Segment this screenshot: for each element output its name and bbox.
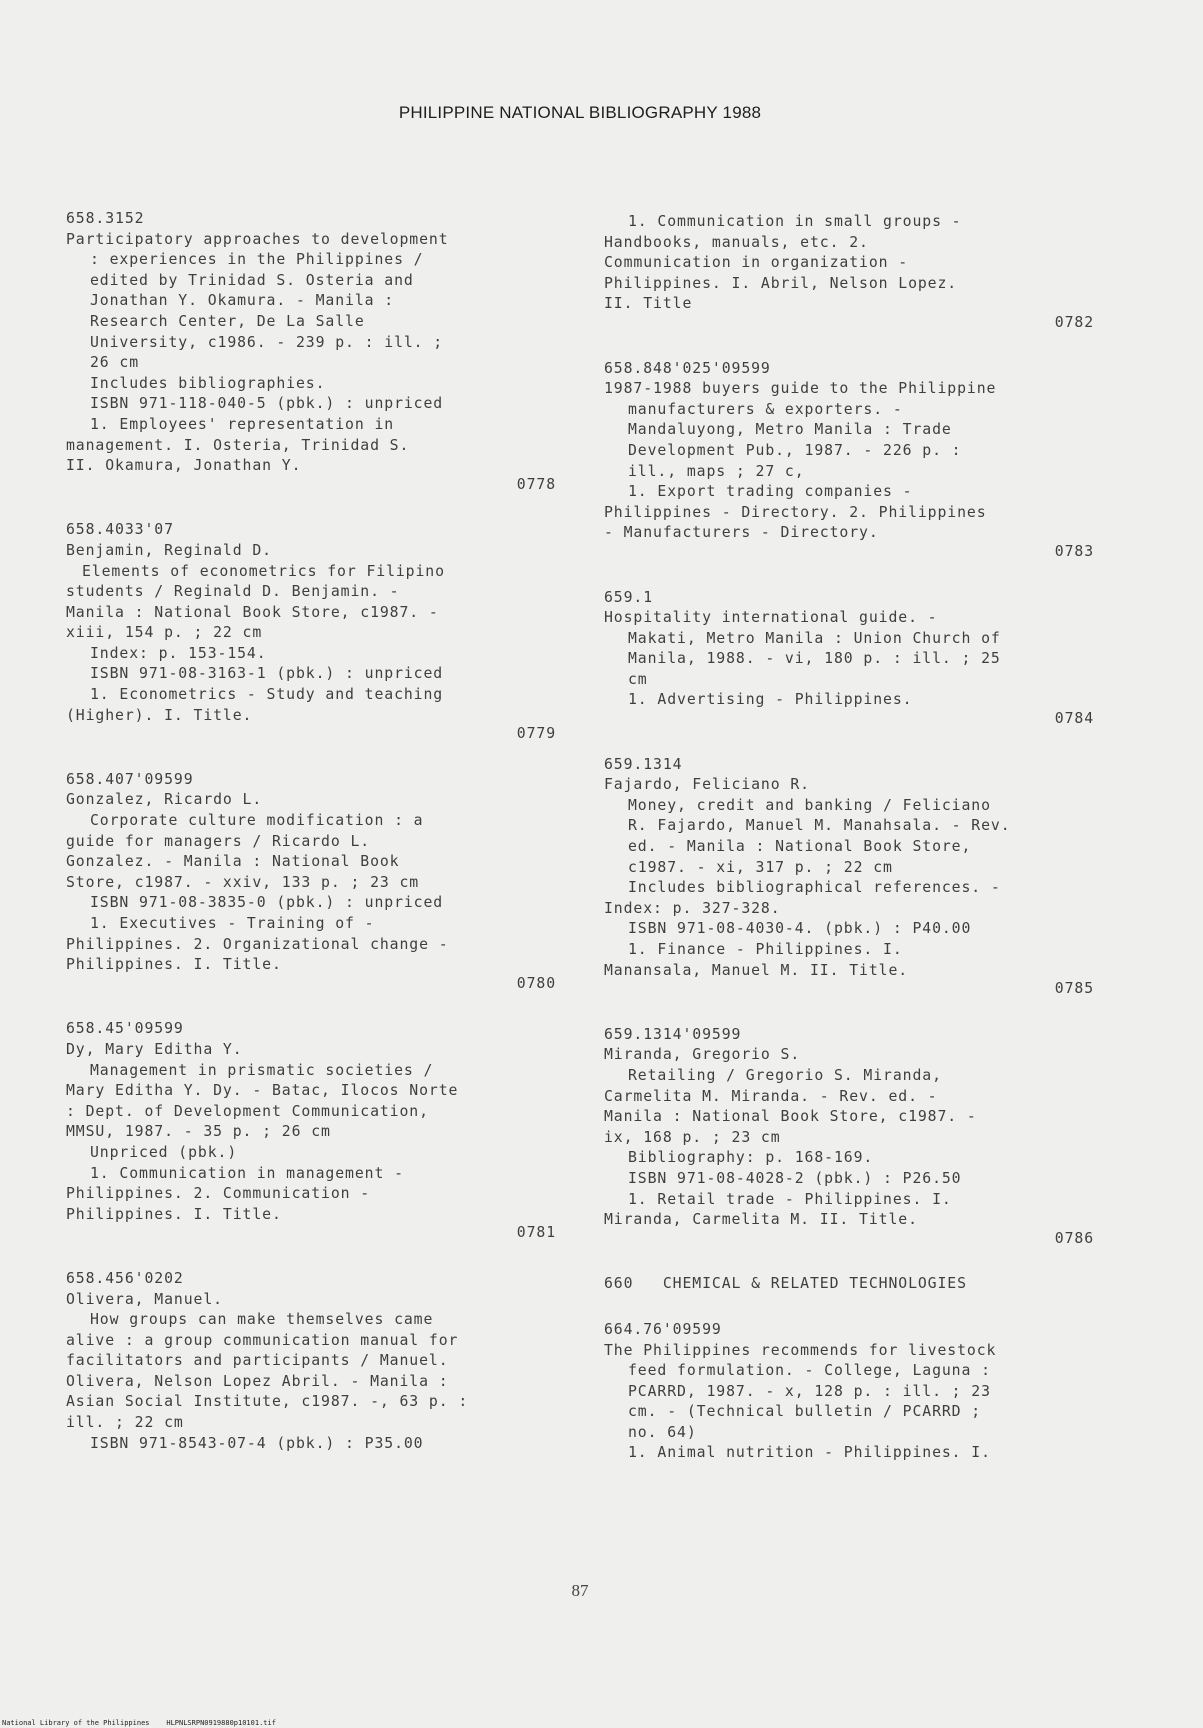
entry-line: How groups can make themselves came <box>90 1311 434 1329</box>
entry-line: : Dept. of Development Communication, <box>66 1102 429 1120</box>
entry-line: R. Fajardo, Manuel M. Manahsala. - Rev. <box>628 817 1011 835</box>
entry-line: Mandaluyong, Metro Manila : Trade <box>628 421 952 439</box>
bibliography-entry <box>66 209 566 495</box>
entry-number: 0784 <box>1054 710 1094 728</box>
entry-number: 0786 <box>1054 1229 1094 1247</box>
entry-line: Makati, Metro Manila : Union Church of <box>628 629 1001 647</box>
entry-line: no. 64) <box>628 1423 697 1441</box>
bibliography-entry <box>66 1269 566 1454</box>
entry-line: 1. Advertising - Philippines. <box>628 691 913 709</box>
entry-line: 658.407'09599 <box>66 770 194 788</box>
entry-line: Manila, 1988. - vi, 180 p. : ill. ; 25 <box>628 650 1001 668</box>
entry-line: c1987. - xi, 317 p. ; 22 cm <box>628 858 893 876</box>
entry-line: 1. Finance - Philippines. I. <box>628 941 903 958</box>
entry-line: : experiences in the Philippines / <box>90 251 424 269</box>
entry-line: (Higher). I. Title. <box>66 706 253 724</box>
entry-line: ISBN 971-08-4028-2 (pbk.) : P26.50 <box>628 1169 962 1187</box>
entry-line: 1. Animal nutrition - Philippines. I. <box>628 1444 991 1462</box>
right-column <box>604 212 1104 1489</box>
entry-line: Philippines. I. Title. <box>66 1205 282 1223</box>
entry-line: ill. ; 22 cm <box>66 1414 184 1432</box>
entry-number: 0779 <box>516 725 556 743</box>
entry-line: Unpriced (pbk.) <box>90 1143 238 1161</box>
entry-line: Includes bibliographical references. - <box>628 879 1001 897</box>
entry-line: ed. - Manila : National Book Store, <box>628 838 972 856</box>
entry-line: 658.3152 <box>66 210 145 227</box>
entry-line: Philippines. 2. Communication - <box>66 1185 371 1203</box>
bibliography-entry <box>604 359 1104 563</box>
entry-line: ISBN 971-118-040-5 (pbk.) : unpriced <box>90 395 444 413</box>
entry-line: Retailing / Gregorio S. Miranda, <box>628 1066 942 1084</box>
entry-line: management. I. Osteria, Trinidad S. <box>66 436 410 454</box>
entry-line: feed formulation. - College, Laguna : <box>628 1362 991 1380</box>
entry-line: Mary Editha Y. Dy. - Batac, Ilocos Norte <box>66 1082 459 1100</box>
entry-line: Money, credit and banking / Feliciano <box>628 796 991 814</box>
entry-line: Philippines. 2. Organizational change - <box>66 935 449 953</box>
entry-line: Gonzalez, Ricardo L. <box>66 791 263 809</box>
entry-line: Gonzalez. - Manila : National Book <box>66 853 400 871</box>
entry-line: cm <box>628 670 648 688</box>
entry-line: Handbooks, manuals, etc. 2. <box>604 233 869 251</box>
entry-line: II. Title <box>604 295 693 313</box>
page-number: 87 <box>571 1581 589 1600</box>
entry-line: xiii, 154 p. ; 22 cm <box>66 624 263 642</box>
left-column <box>66 209 566 1479</box>
entry-line: alive : a group communication manual for <box>66 1331 459 1349</box>
bibliography-entry <box>604 212 1104 334</box>
entry-number: 0778 <box>516 475 556 493</box>
bibliography-entry <box>604 1320 1104 1464</box>
bibliography-entry <box>604 1025 1104 1250</box>
entry-line: Includes bibliographies. <box>90 374 326 392</box>
entry-line: - Manufacturers - Directory. <box>604 524 879 542</box>
entry-line: Corporate culture modification : a <box>90 812 424 830</box>
entry-line: ix, 168 p. ; 23 cm <box>604 1128 781 1146</box>
entry-line: 658.45'09599 <box>66 1020 184 1038</box>
entry-line: University, c1986. - 239 p. : ill. ; <box>90 333 444 351</box>
entry-line: Olivera, Manuel. <box>66 1290 223 1308</box>
entry-line: Miranda, Carmelita M. II. Title. <box>604 1211 918 1229</box>
entry-line: Fajardo, Feliciano R. <box>604 776 810 794</box>
entry-line: ISBN 971-08-3835-0 (pbk.) : unpriced <box>90 894 444 912</box>
entry-line: cm. - (Technical bulletin / PCARRD ; <box>628 1403 982 1421</box>
bibliography-entry <box>66 770 566 995</box>
entry-number: 0785 <box>1054 980 1094 998</box>
entry-line: Research Center, De La Salle <box>90 312 365 330</box>
entry-line: Philippines. I. Title. <box>66 956 282 974</box>
entry-line: Carmelita M. Miranda. - Rev. ed. - <box>604 1087 938 1105</box>
entry-line: 1. Executives - Training of - <box>90 915 375 932</box>
entry-line: 1. Econometrics - Study and teaching <box>90 686 444 704</box>
entry-line: ill., maps ; 27 c, <box>628 462 805 480</box>
entry-line: manufacturers & exporters. - <box>628 400 903 418</box>
entry-line: Manansala, Manuel M. II. Title. <box>604 961 909 979</box>
entry-line: MMSU, 1987. - 35 p. ; 26 cm <box>66 1123 331 1141</box>
entry-line: The Philippines recommends for livestock <box>604 1341 997 1359</box>
entry-line: 1. Communication in management - <box>90 1164 404 1182</box>
entry-line: 26 cm <box>90 354 140 372</box>
entry-line: Elements of econometrics for Filipino <box>82 562 445 580</box>
entry-line: Philippines - Directory. 2. Philippines <box>604 503 987 521</box>
bibliography-entry <box>604 588 1104 730</box>
entry-line: Manila : National Book Store, c1987. - <box>604 1108 977 1126</box>
section-heading: 660 CHEMICAL & RELATED TECHNOLOGIES <box>604 1275 967 1293</box>
entry-line: 658.4033'07 <box>66 521 174 539</box>
entry-line: Olivera, Nelson Lopez Abril. - Manila : <box>66 1372 449 1390</box>
entry-line: Dy, Mary Editha Y. <box>66 1040 243 1058</box>
entry-line: Communication in organization - <box>604 254 909 272</box>
entry-number: 0783 <box>1054 542 1094 560</box>
entry-line: II. Okamura, Jonathan Y. <box>66 457 302 475</box>
entry-line: Store, c1987. - xxiv, 133 p. ; 23 cm <box>66 873 420 891</box>
entry-line: Development Pub., 1987. - 226 p. : <box>628 441 962 459</box>
entry-line: 659.1314'09599 <box>604 1025 742 1043</box>
entry-line: 1. Retail trade - Philippines. I. <box>628 1190 952 1208</box>
bibliography-entry <box>66 1019 566 1244</box>
entry-line: Asian Social Institute, c1987. -, 63 p. : <box>66 1393 469 1411</box>
entry-line: Index: p. 327-328. <box>604 899 781 917</box>
entry-line: Manila : National Book Store, c1987. - <box>66 603 439 621</box>
entry-line: Index: p. 153-154. <box>90 644 267 662</box>
entry-line: ISBN 971-08-3163-1 (pbk.) : unpriced <box>90 665 444 683</box>
entry-line: ISBN 971-08-4030-4. (pbk.) : P40.00 <box>628 920 972 938</box>
entry-line: PCARRD, 1987. - x, 128 p. : ill. ; 23 <box>628 1382 991 1400</box>
entry-line: Philippines. I. Abril, Nelson Lopez. <box>604 274 958 292</box>
entry-line: Hospitality international guide. - <box>604 609 938 627</box>
entry-line: Miranda, Gregorio S. <box>604 1046 801 1064</box>
entry-line: 659.1 <box>604 588 654 606</box>
entry-line: facilitators and participants / Manuel. <box>66 1352 449 1370</box>
entry-line: ISBN 971-8543-07-4 (pbk.) : P35.00 <box>90 1434 424 1452</box>
entry-line: 1. Export trading companies - <box>628 483 913 501</box>
entry-line: Participatory approaches to development <box>66 230 449 248</box>
entry-line: 664.76'09599 <box>604 1320 722 1338</box>
entry-line: Benjamin, Reginald D. <box>66 541 272 559</box>
entry-line: 1. Employees' representation in <box>90 415 395 433</box>
entry-line: Bibliography: p. 168-169. <box>628 1149 874 1167</box>
entry-number: 0782 <box>1054 313 1094 331</box>
entry-line: guide for managers / Ricardo L. <box>66 832 371 850</box>
page-title: PHILIPPINE NATIONAL BIBLIOGRAPHY 1988 <box>398 103 762 122</box>
entry-number: 0780 <box>516 974 556 992</box>
bibliography-entry <box>604 755 1104 1000</box>
bibliography-entry <box>66 520 566 745</box>
entry-line: edited by Trinidad S. Osteria and <box>90 271 414 289</box>
scan-footer: National Library of the Philippines HLPNLSRPN0919880p10101.tif <box>2 1719 276 1727</box>
entry-line: 1. Communication in small groups - <box>628 213 962 230</box>
entry-line: Management in prismatic societies / <box>90 1061 434 1079</box>
entry-line: 659.1314 <box>604 755 683 773</box>
entry-line: students / Reginald D. Benjamin. - <box>66 583 400 601</box>
entry-line: 658.456'0202 <box>66 1269 184 1287</box>
entry-number: 0781 <box>516 1224 556 1242</box>
entry-line: 1987-1988 buyers guide to the Philippine <box>604 380 997 398</box>
entry-line: Jonathan Y. Okamura. - Manila : <box>90 292 395 310</box>
entry-line: 658.848'025'09599 <box>604 359 771 377</box>
